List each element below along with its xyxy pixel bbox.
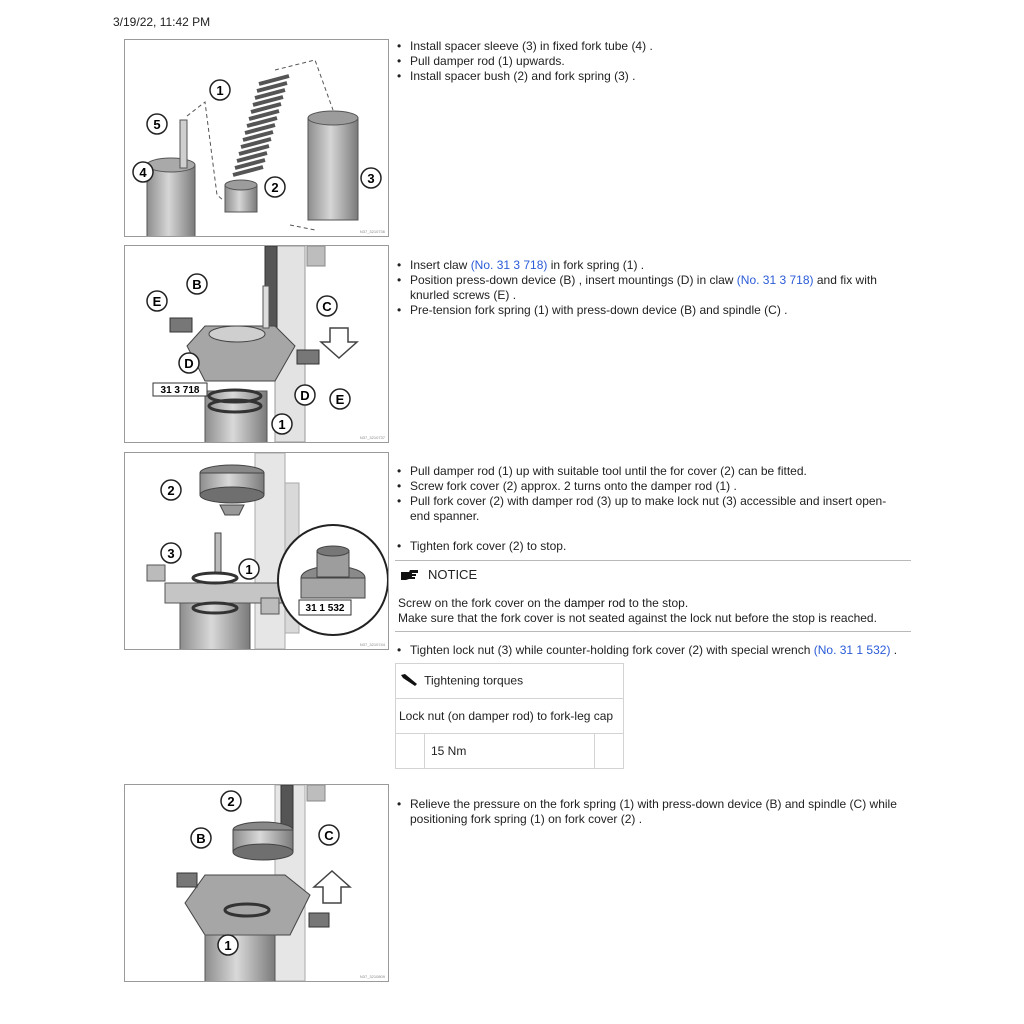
step: • Install spacer bush (2) and fork spring (3) . <box>395 69 905 84</box>
step: • Install spacer sleeve (3) in fixed fork tube (4) . <box>395 39 905 54</box>
notice-heading <box>400 567 477 582</box>
print-timestamp: 3/19/22, 11:42 PM <box>113 15 211 29</box>
step-tighten-lock-nut: • Tighten lock nut (3) while counter-holding fork cover (2) with special wrench (No. 31 1 532) . <box>395 643 911 658</box>
figure-code: N37_3210736 <box>359 229 385 234</box>
step: • Pull fork cover (2) with damper rod (3) up to make lock nut (3) accessible and insert open-end spanner. <box>395 494 905 524</box>
callout-5: 5 <box>153 117 161 132</box>
step-insert-claw: • Insert claw (No. 31 3 718) in fork spring (1) . <box>395 258 905 273</box>
figure-relieve-pressure <box>124 784 389 982</box>
callout-E: E <box>152 294 162 309</box>
figure-spacer-spring <box>124 39 389 237</box>
callout-3: 3 <box>367 171 375 186</box>
callout-D: D <box>300 388 310 403</box>
wrench-icon <box>399 673 421 690</box>
callout-1: 1 <box>224 938 232 953</box>
steps-section2 <box>395 258 905 318</box>
link-tool-31-3-718[interactable]: (No. 31 3 718) <box>470 258 548 272</box>
link-tool-31-3-718[interactable]: (No. 31 3 718) <box>736 273 814 287</box>
figure-code: N37_3210744 <box>359 642 385 647</box>
link-tool-31-1-532[interactable]: (No. 31 1 532) <box>813 643 891 657</box>
steps-section3 <box>395 464 905 524</box>
divider <box>395 631 911 632</box>
figure-code: N37_3210809 <box>359 974 385 979</box>
torque-table-header: Tightening torques <box>424 673 524 688</box>
callout-1: 1 <box>216 83 224 98</box>
emphasis-damper-rod: damper rod <box>564 596 626 610</box>
divider <box>395 560 911 561</box>
step: • Tighten fork cover (2) to stop. <box>395 539 905 554</box>
figure-press-down-device <box>124 245 389 443</box>
callout-4: 4 <box>139 165 147 180</box>
torque-row-label: Lock nut (on damper rod) to fork-leg cap <box>396 699 624 734</box>
callout-E: E <box>335 392 345 407</box>
figure-fork-cover <box>124 452 389 650</box>
torque-value: 15 Nm <box>425 734 595 769</box>
notice-body: Screw on the fork cover on the damper rod to the stop. Make sure that the fork cover is not seated against the lock nut before the stop is reached. <box>398 596 877 625</box>
step: • Pull damper rod (1) upwards. <box>395 54 905 69</box>
callout-3: 3 <box>167 546 175 561</box>
step: • Screw fork cover (2) approx. 2 turns onto the damper rod (1) . <box>395 479 905 494</box>
step: • Pull damper rod (1) up with suitable tool until the for cover (2) can be fitted. <box>395 464 905 479</box>
callout-2: 2 <box>167 483 175 498</box>
pointing-hand-icon <box>400 569 420 581</box>
step-tighten-fork-cover <box>395 539 905 554</box>
steps-section4 <box>395 797 905 827</box>
notice-title: NOTICE <box>428 567 478 582</box>
callout-C: C <box>322 299 332 314</box>
callout-C: C <box>324 828 334 843</box>
step-position-press-down: • Position press-down device (B) , insert mountings (D) in claw (No. 31 3 718) and fix with knurled screws (E) . <box>395 273 905 303</box>
callout-B: B <box>196 831 206 846</box>
callout-2: 2 <box>271 180 279 195</box>
tool-label-claw: 31 3 718 <box>160 385 200 396</box>
callout-2: 2 <box>227 794 235 809</box>
steps-section1 <box>395 39 905 84</box>
callout-1: 1 <box>245 562 253 577</box>
callout-D: D <box>184 356 194 371</box>
callout-1: 1 <box>278 417 286 432</box>
tool-label-wrench: 31 1 532 <box>305 603 345 614</box>
torque-table <box>395 663 624 769</box>
step: • Pre-tension fork spring (1) with press-down device (B) and spindle (C) . <box>395 303 905 318</box>
figure-code: N37_3210737 <box>359 435 385 440</box>
callout-B: B <box>192 277 202 292</box>
step: • Relieve the pressure on the fork spring (1) with press-down device (B) and spindle (C) while positioning fork spring (1) on fork cover (2) . <box>395 797 905 827</box>
